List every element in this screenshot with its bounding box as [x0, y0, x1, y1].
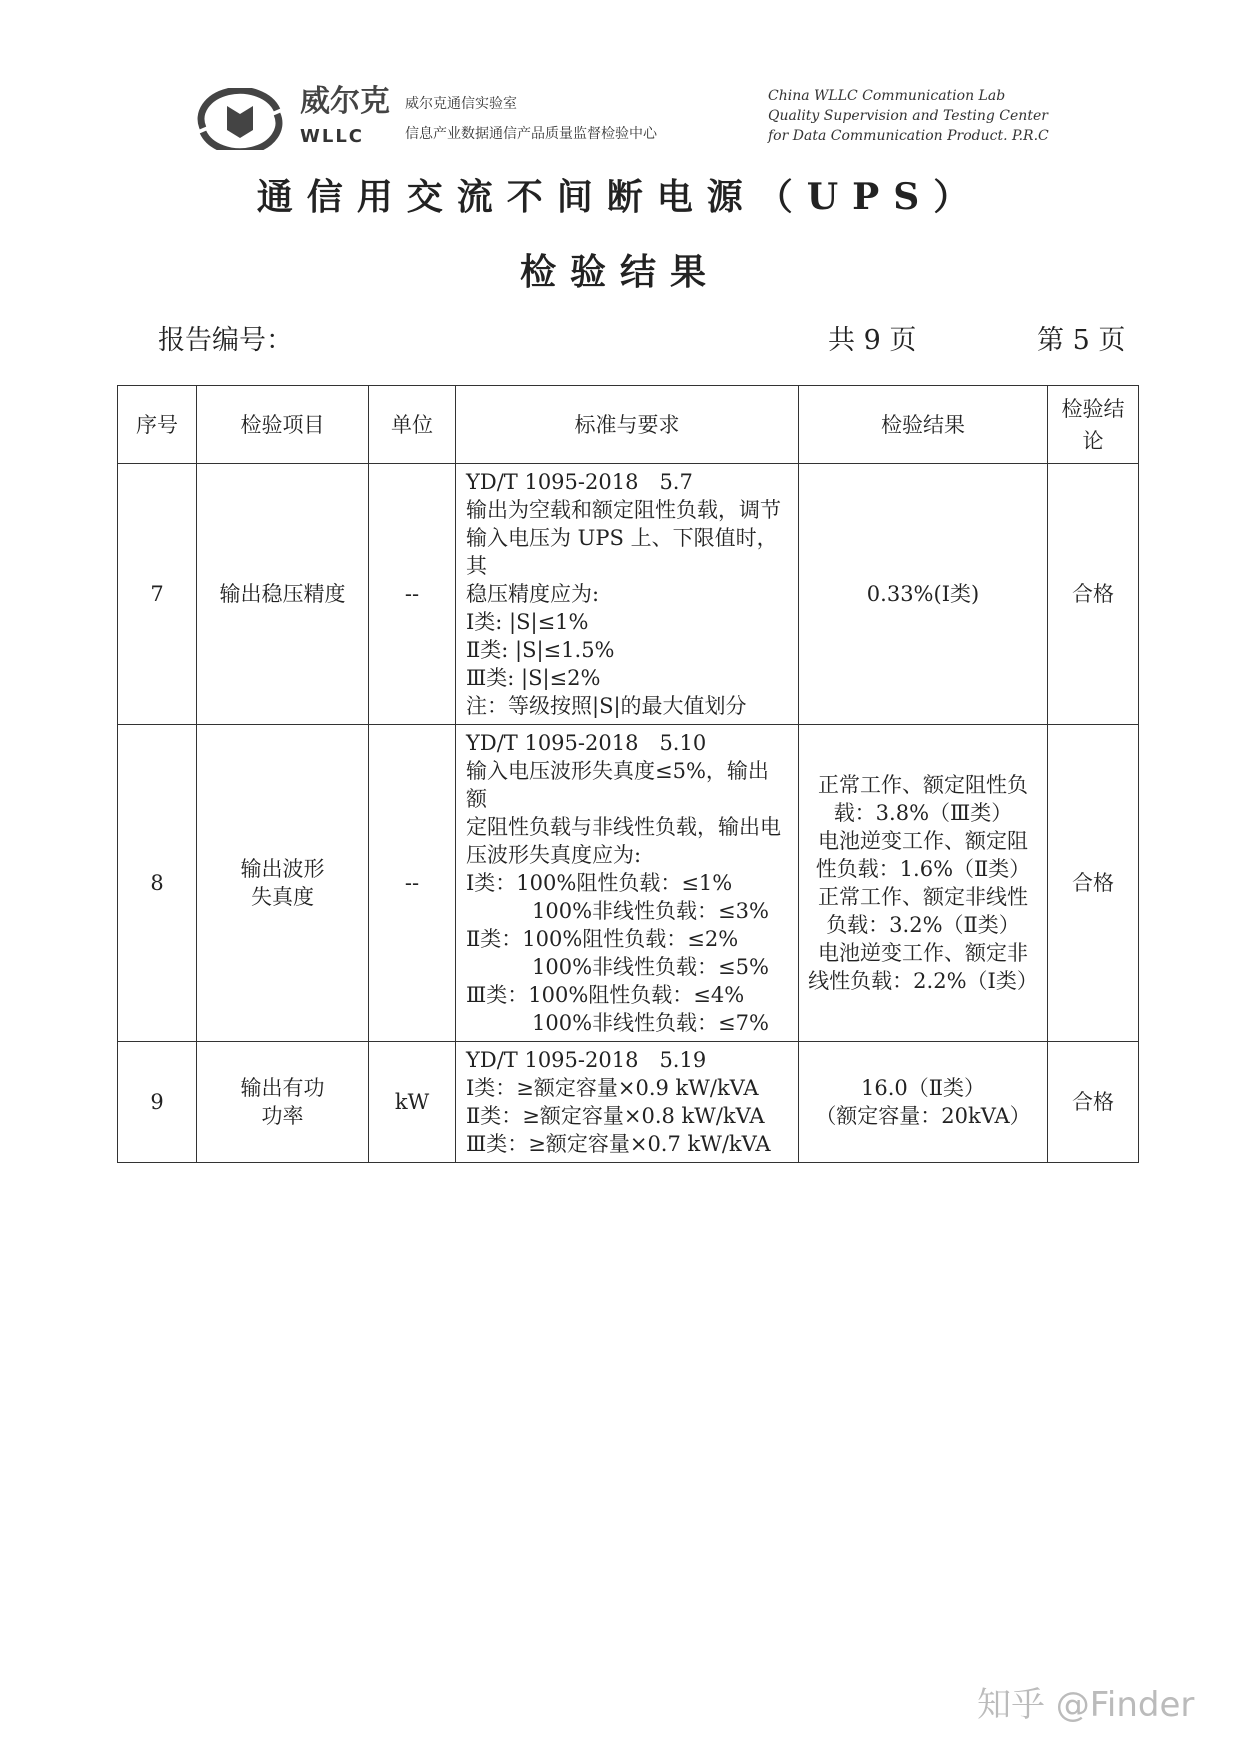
table-row: [118, 725, 1139, 1042]
header-cell: 检验项目: [197, 386, 369, 464]
header-cell: [1048, 386, 1139, 464]
row-standard: [456, 1042, 799, 1163]
std-line: 压波形失真度应为:: [466, 843, 642, 867]
row-standard: [456, 725, 799, 1042]
row-no: 9: [118, 1042, 197, 1163]
row-result: [799, 1042, 1048, 1163]
std-line: 定阻性负载与非线性负载，输出电: [466, 815, 781, 839]
result-line: 电池逆变工作、额定非: [818, 941, 1028, 965]
std-line: Ⅱ类: |S|≤1.5%: [466, 638, 615, 662]
header-cell: 检验结果: [799, 386, 1048, 464]
row-unit: kW: [369, 1042, 456, 1163]
std-line: Ⅱ类：≥额定容量×0.8 kW/kVA: [466, 1104, 765, 1128]
row-unit: --: [369, 464, 456, 725]
result-line: 载：3.8%（Ⅲ类）: [833, 801, 1013, 825]
std-line: YD/T 1095-2018 5.7: [466, 470, 693, 494]
row-item: [197, 1042, 369, 1163]
brand-en: WLLC: [300, 126, 365, 147]
wllc-logo-icon: [195, 88, 285, 150]
table-row: [118, 1042, 1139, 1163]
std-line: Ⅰ类：≥额定容量×0.9 kW/kVA: [466, 1076, 759, 1100]
header-cell: 序号: [118, 386, 197, 464]
result-line: 0.33%(Ⅰ类): [866, 582, 980, 606]
result-line: 正常工作、额定阻性负: [818, 773, 1028, 797]
result-line: 正常工作、额定非线性: [818, 885, 1028, 909]
table-header: [118, 386, 1139, 464]
result-line: 负载：3.2%（Ⅱ类）: [826, 913, 1020, 937]
row-item: [197, 725, 369, 1042]
std-line: 输出为空载和额定阻性负载，调节: [466, 498, 781, 522]
result-line: 电池逆变工作、额定阻: [818, 829, 1028, 853]
std-line: 输入电压为 UPS 上、下限值时，其: [466, 526, 778, 578]
row-conclusion: 合格: [1048, 1042, 1139, 1163]
result-line: 线性负载：2.2%（Ⅰ类）: [808, 969, 1038, 993]
std-line: 100%非线性负载：≤5%: [532, 955, 769, 979]
en-line: Quality Supervision and Testing Center: [768, 108, 1048, 124]
std-line: YD/T 1095-2018 5.10: [466, 731, 707, 755]
row-result: [799, 464, 1048, 725]
header-cell: 单位: [369, 386, 456, 464]
row-no: 8: [118, 725, 197, 1042]
std-line: 输入电压波形失真度≤5%，输出额: [466, 759, 769, 811]
std-line: Ⅲ类: |S|≤2%: [466, 666, 601, 690]
std-line: Ⅲ类：100%阻性负载：≤4%: [466, 983, 745, 1007]
document-title: 通信用交流不间断电源（UPS）: [256, 176, 984, 218]
row-unit: --: [369, 725, 456, 1042]
center-name: 信息产业数据通信产品质量监督检验中心: [405, 126, 657, 142]
table-row: [118, 464, 1139, 725]
total-pages: 共 9 页: [828, 325, 917, 356]
results-table: [117, 385, 1139, 1163]
std-line: Ⅲ类：≥额定容量×0.7 kW/kVA: [466, 1132, 771, 1156]
header-text: 检验结论: [1061, 396, 1125, 453]
result-line: （额定容量：20kVA）: [815, 1104, 1031, 1128]
report-number-label: 报告编号：: [158, 325, 293, 356]
row-result: [799, 725, 1048, 1042]
brand-cn: 威尔克: [300, 84, 390, 119]
en-line: China WLLC Communication Lab: [768, 88, 1006, 104]
item-text: 输出波形失真度: [240, 857, 325, 909]
result-line: 16.0（Ⅱ类）: [860, 1076, 986, 1100]
lab-name: 威尔克通信实验室: [405, 96, 517, 112]
std-line: Ⅰ类: |S|≤1%: [466, 610, 589, 634]
std-line: Ⅱ类：100%阻性负载：≤2%: [466, 927, 739, 951]
row-no: 7: [118, 464, 197, 725]
std-line: 注：等级按照|S|的最大值划分: [466, 694, 747, 718]
english-lab-name: [768, 86, 1049, 146]
item-text: 输出有功功率: [240, 1076, 325, 1128]
std-line: 稳压精度应为:: [466, 582, 600, 606]
std-line: 100%非线性负载：≤7%: [532, 1011, 769, 1035]
row-conclusion: 合格: [1048, 464, 1139, 725]
page-number: 第 5 页: [1037, 325, 1126, 356]
en-line: for Data Communication Product. P.R.C: [768, 128, 1049, 144]
watermark: 知乎 @Finder: [977, 1685, 1195, 1725]
result-line: 性负载：1.6%（Ⅱ类）: [815, 857, 1031, 881]
document-subtitle: 检验结果: [519, 251, 720, 293]
std-line: YD/T 1095-2018 5.19: [466, 1048, 707, 1072]
row-conclusion: 合格: [1048, 725, 1139, 1042]
std-line: Ⅰ类：100%阻性负载：≤1%: [466, 871, 733, 895]
std-line: 100%非线性负载：≤3%: [532, 899, 769, 923]
row-standard: [456, 464, 799, 725]
header-cell: 标准与要求: [456, 386, 799, 464]
row-item: 输出稳压精度: [197, 464, 369, 725]
